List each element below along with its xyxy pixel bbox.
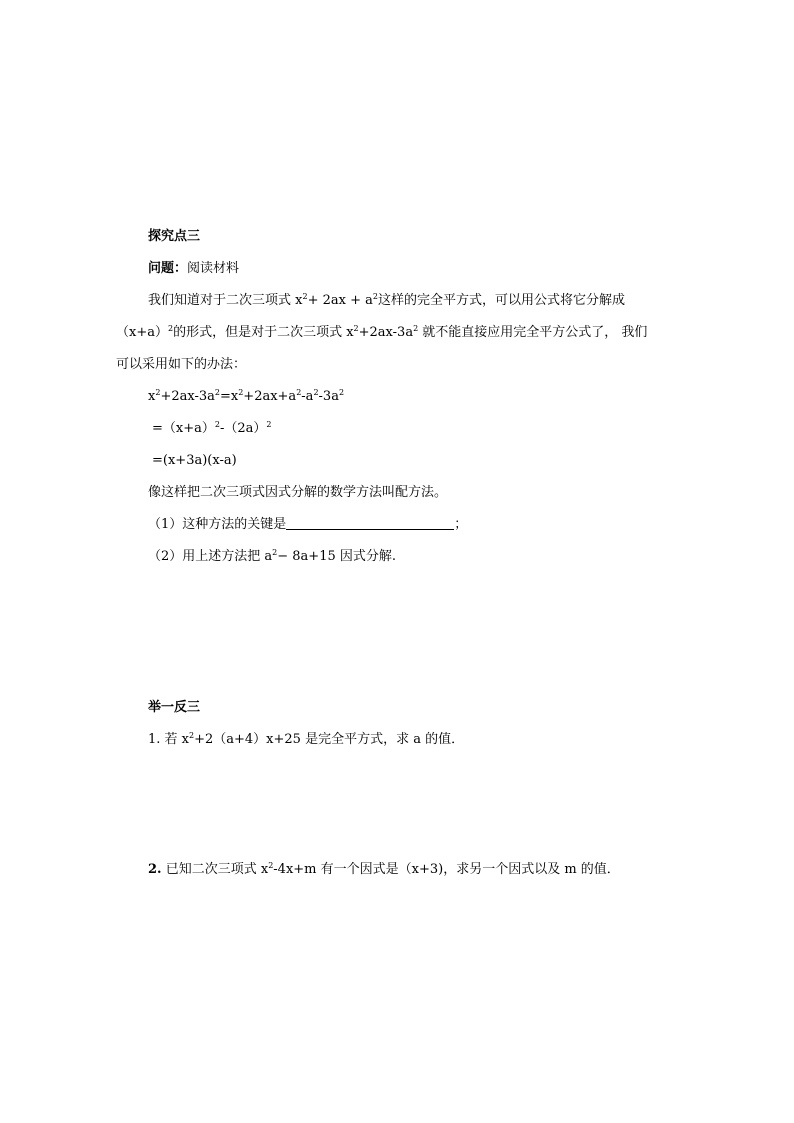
question-line (148, 261, 239, 277)
paragraph-1: 我们知道对于二次三项式 $x^2+ 2ax + a^2$这样的完全平方式，可以用公式将它分解成 (148, 292, 625, 308)
equation-1: $x^2+2ax-3a^2=x^2+2ax+a^2-a^2-3a^2$ (148, 388, 345, 404)
equation-3: =(x+3a)(x-a) (152, 453, 237, 468)
question-title: 阅读材料 (187, 261, 240, 276)
paragraph-3: 可以采用如下的办法： (116, 357, 247, 372)
practice-item-1: 1. 若 $x^2+2(a+4)x+25$ 是完全平方式，求 a 的值． (148, 731, 465, 747)
paragraph-4: 像这样把二次三项式因式分解的数学方法叫配方法。 (148, 485, 448, 500)
paragraph-2: $(x+a)^2$的形式，但是对于二次三项式 $x^2+2ax-3a^2$ 就不能直接应用完全平方公式了， 我们 (116, 324, 648, 340)
sub-question-1: （1）这种方法的关键是 ； (148, 517, 468, 532)
practice-item-2: 2. 已知二次三项式 $x^2-4x+m$ 有一个因式是（x+3)，求另一个因式以及 m 的值． (148, 861, 620, 877)
practice-heading: 举一反三 (148, 700, 201, 715)
sub-question-2: （2）用上述方法把 $a^2- 8a+15$ 因式分解. (148, 548, 396, 564)
section-heading: 探究点三 (148, 229, 201, 244)
question-label: 问题： (148, 261, 188, 276)
equation-2: $=(x+a)^2-(2a)^2$ (152, 420, 272, 436)
answer-blank[interactable] (286, 517, 454, 530)
